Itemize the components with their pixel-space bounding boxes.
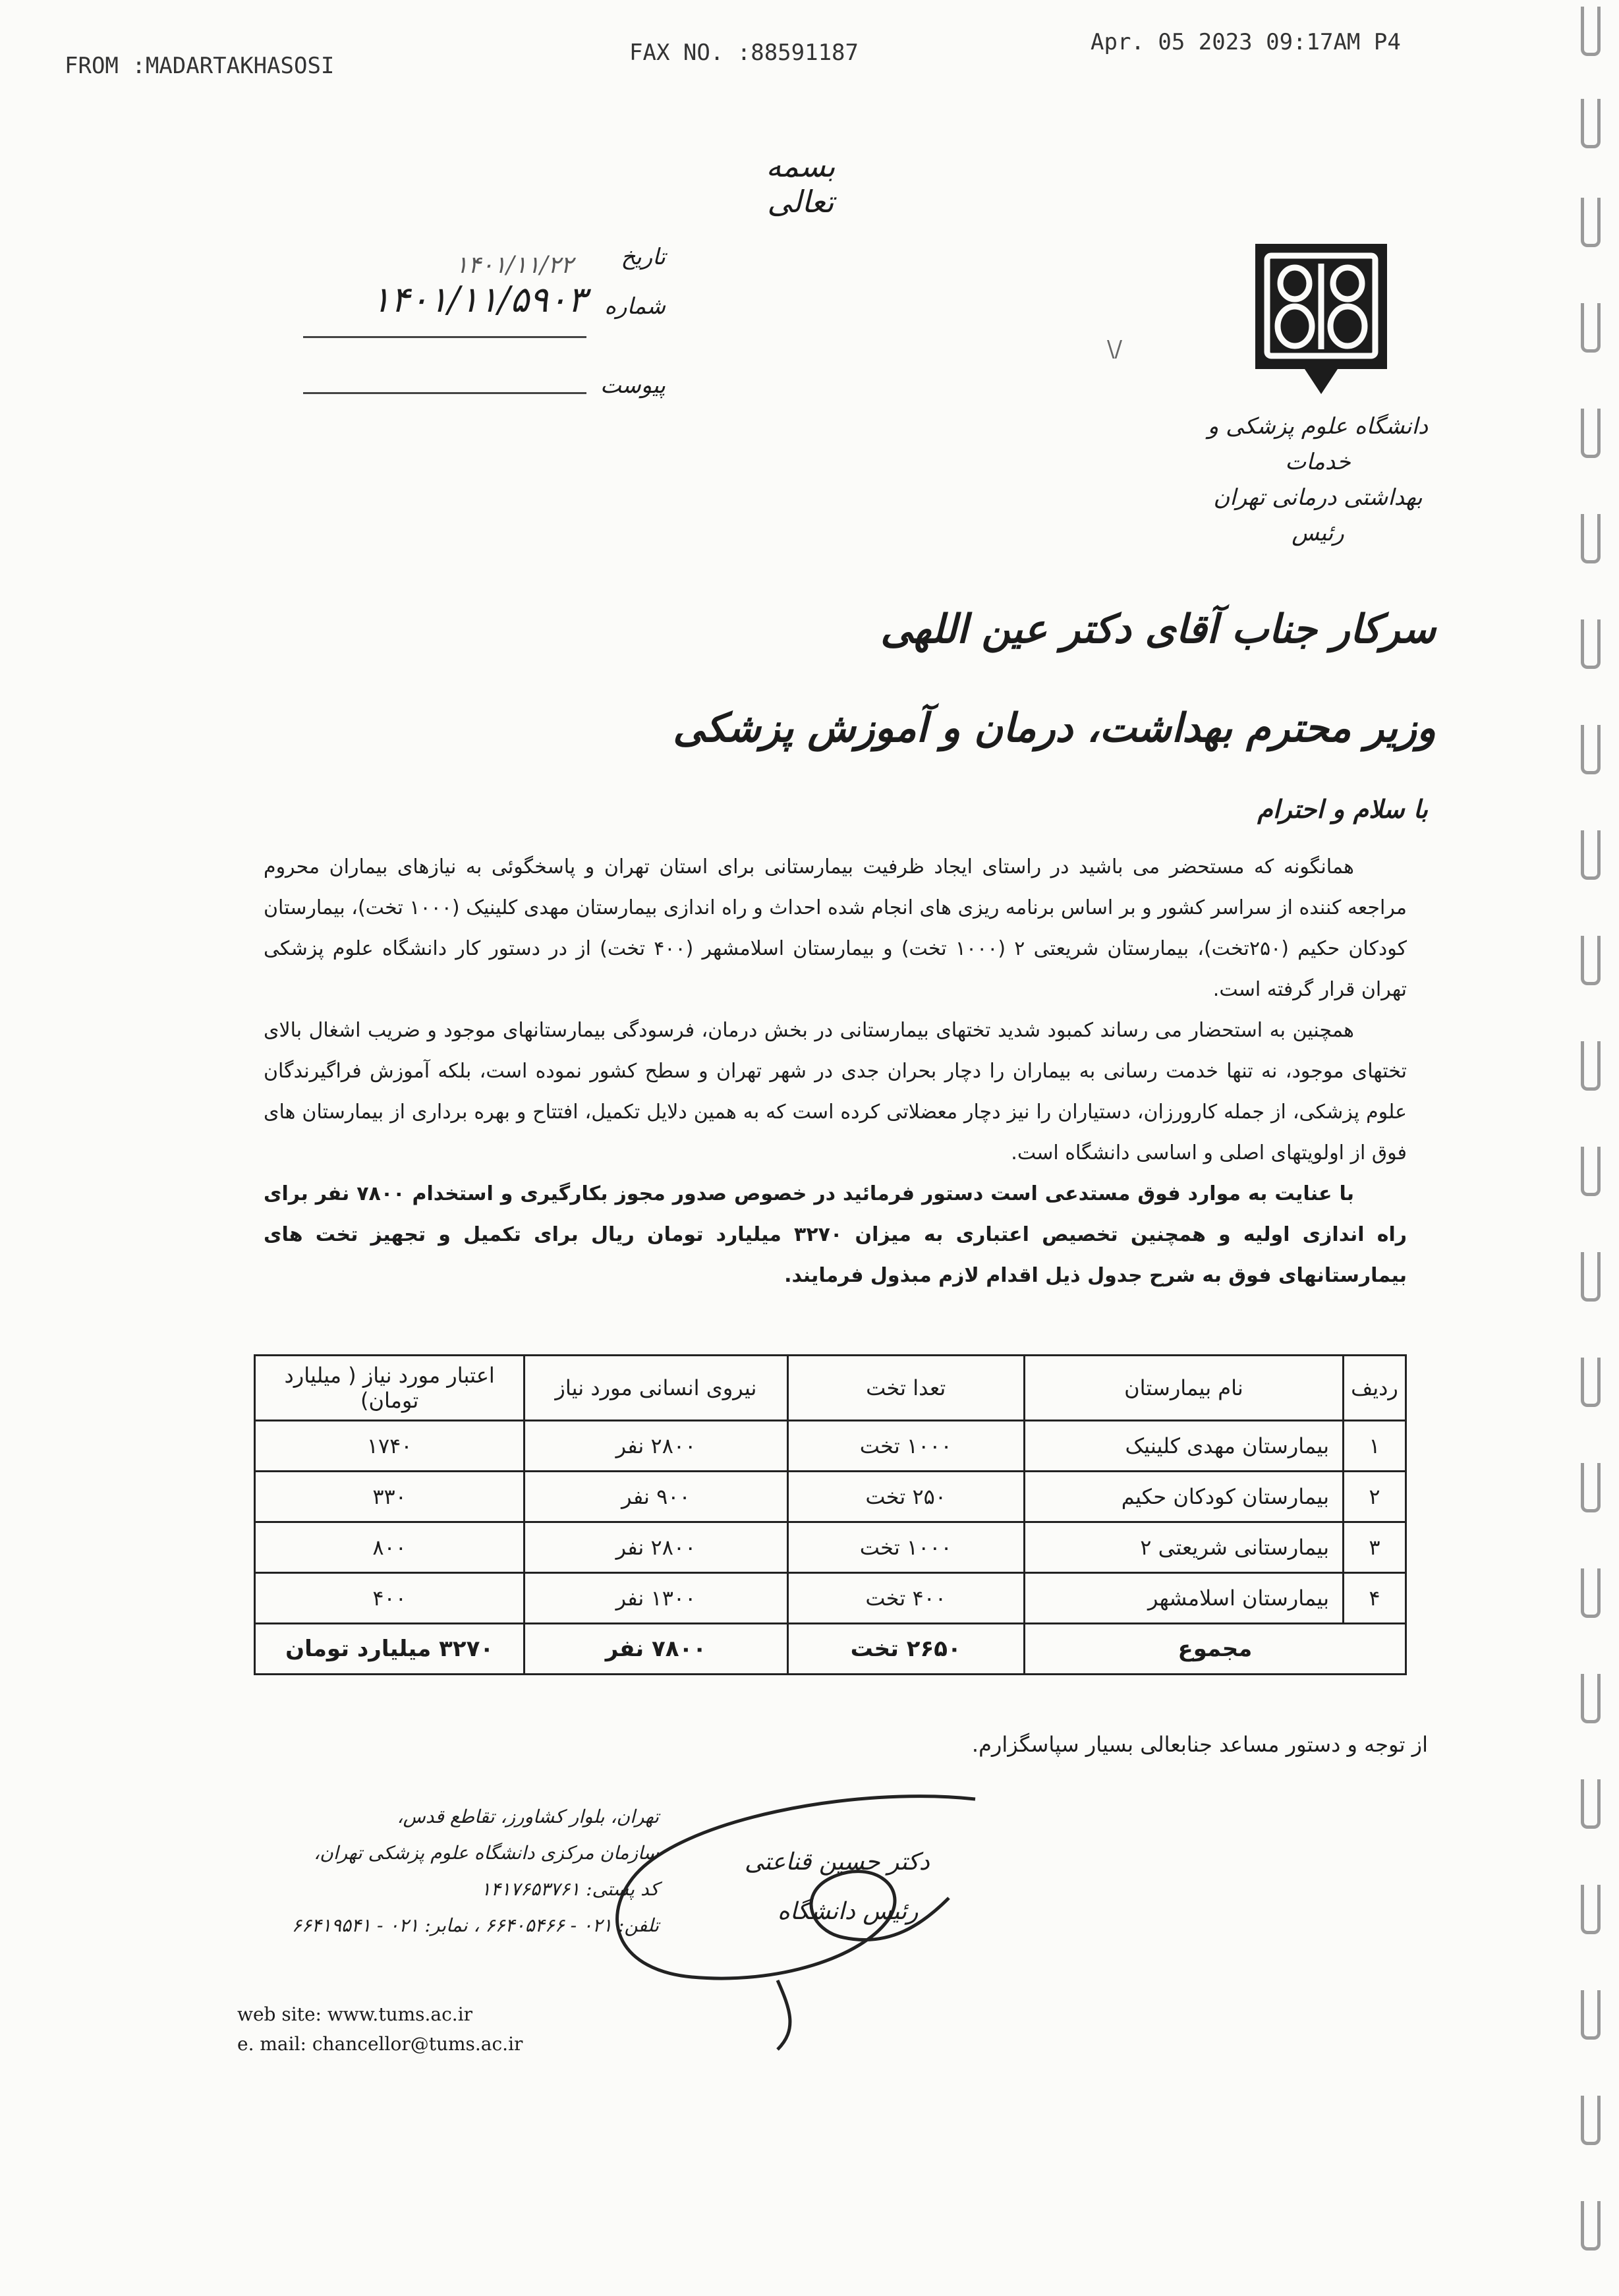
date-value: ۱۴۰۱/۱۱/۲۲ bbox=[455, 252, 573, 279]
university-name bbox=[1179, 409, 1456, 551]
number-label: شماره bbox=[604, 293, 666, 320]
cell-row-no: ۱ bbox=[1344, 1421, 1406, 1472]
col-header-beds: تعدا تخت bbox=[787, 1356, 1024, 1421]
letter-meta bbox=[237, 244, 666, 422]
table-row bbox=[255, 1421, 1406, 1472]
fax-from: FROM :MADARTAKHASOSI bbox=[65, 53, 335, 79]
attachment-label: پیوست bbox=[600, 372, 666, 399]
cell-hospital: بیمارستان مهدی کلینیک bbox=[1024, 1421, 1343, 1472]
signatory-title: رئیس دانشگاه bbox=[778, 1898, 919, 1925]
signatory-name: دکتر حسین قناعتی bbox=[745, 1849, 930, 1876]
cell-row-no: ۳ bbox=[1344, 1522, 1406, 1573]
addressee-title: وزیر محترم بهداشت، درمان و آموزش پزشکی bbox=[673, 705, 1436, 751]
binder-hole bbox=[1581, 619, 1601, 669]
binder-hole bbox=[1581, 2201, 1601, 2251]
body-paragraph-bold: با عنایت به موارد فوق مستدعی است دستور فرمائید در خصوص صدور مجوز بکارگیری و استخدام ۷۸۰۰ نفر برای راه اندازی اولیه و همچنین تخصیص اعتباری به میزان ۳۲۷۰ میلیارد تومان ریال برای تکمیل و تجهیز تخت های بیمارستانهای فوق به شرح جدول ذیل اقدام لازم مبذول فرمایند. bbox=[264, 1182, 1407, 1287]
meta-number-row bbox=[237, 279, 666, 339]
cell-staff: ۹۰۰ نفر bbox=[525, 1472, 787, 1522]
cell-total-label: مجموع bbox=[1024, 1624, 1406, 1675]
university-logo bbox=[1255, 244, 1387, 395]
binder-hole bbox=[1581, 1252, 1601, 1302]
bismillah-heading: بسمه تعالی bbox=[766, 148, 836, 219]
cell-hospital: بیمارستانی شریعتی ۲ bbox=[1024, 1522, 1343, 1573]
binder-hole bbox=[1581, 725, 1601, 774]
university-name-line: بهداشتی درمانی تهران bbox=[1213, 484, 1423, 511]
cell-total-staff: ۷۸۰۰ نفر bbox=[525, 1624, 787, 1675]
binder-hole bbox=[1581, 198, 1601, 247]
university-role: رئیس bbox=[1292, 520, 1344, 546]
fax-header bbox=[0, 29, 1619, 79]
col-header-row-no: ردیف bbox=[1344, 1356, 1406, 1421]
closing-sentence: از توجه و دستور مساعد جنابعالی بسیار سپاسگزارم. bbox=[971, 1732, 1428, 1757]
binder-hole bbox=[1581, 1041, 1601, 1091]
col-header-budget: اعتبار مورد نیاز ( میلیارد تومان) bbox=[255, 1356, 525, 1421]
binder-hole bbox=[1581, 1674, 1601, 1723]
binder-hole bbox=[1581, 1463, 1601, 1512]
contact-address-line: تهران، بلوار کشاورز، تقاطع قدس، bbox=[397, 1806, 659, 1827]
binder-hole bbox=[1581, 1990, 1601, 2040]
body-paragraph bbox=[264, 1174, 1407, 1296]
cell-budget: ۴۰۰ bbox=[255, 1573, 525, 1624]
university-name-line: دانشگاه علوم پزشکی و خدمات bbox=[1207, 413, 1429, 475]
col-header-hospital: نام بیمارستان bbox=[1024, 1356, 1343, 1421]
binder-hole bbox=[1581, 1568, 1601, 1618]
cell-beds: ۱۰۰۰ تخت bbox=[787, 1421, 1024, 1472]
fax-date-page: Apr. 05 2023 09:17AM P4 bbox=[1091, 29, 1401, 55]
contact-address-line: سازمان مرکزی دانشگاه علوم پزشکی تهران، bbox=[314, 1842, 659, 1864]
salutation: با سلام و احترام bbox=[1257, 794, 1428, 824]
body-paragraph: همانگونه که مستحضر می باشید در راستای ایجاد ظرفیت بیمارستانی برای استان تهران و پاسخگوئی به نیازهای بیماران محروم مراجعه کننده از سراسر کشور و بر اساس برنامه ریزی های انجام شده احداث و راه اندازی بیمارستان مهدی کلینیک (۱۰۰۰ تخت)، بیمارستان کودکان حکیم (۲۵۰تخت)، بیمارستان شریعتی ۲ (۱۰۰۰ تخت) و بیمارستان اسلامشهر (۴۰۰ تخت) از در دستور کار دانشگاه علوم پزشکی تهران قرار گرفته است. bbox=[264, 855, 1407, 1001]
number-value: ۱۴۰۱/۱۱/۵۹۰۳ bbox=[371, 279, 586, 320]
addressee-name: سرکار جناب آقای دکتر عین اللهی bbox=[880, 606, 1436, 652]
binder-hole bbox=[1581, 830, 1601, 880]
table-header-row bbox=[255, 1356, 1406, 1421]
table-total-row bbox=[255, 1624, 1406, 1675]
body-paragraph: همچنین به استحضار می رساند کمبود شدید تختهای بیمارستانی در بخش درمان، فرسودگی بیمارستانهای موجود و ضریب اشغال بالای تختهای موجود، نه تنها خدمت رسانی به بیماران را دچار بحران جدی در شهر تهران و سطح کشور نموده است، بلکه آموزش فراگیرندگان علوم پزشکی، از جمله کارورزان، دستیاران را نیز دچار معضلاتی کرده است که به همین دلایل تکمیل، افتتاح و بهره برداری از بیمارستان های فوق از اولویتهای اصلی و اساسی دانشگاه است. bbox=[264, 1019, 1407, 1164]
cell-hospital: بیمارستان کودکان حکیم bbox=[1024, 1472, 1343, 1522]
binder-hole bbox=[1581, 1779, 1601, 1829]
meta-attachment-row bbox=[237, 372, 666, 418]
col-header-staff: نیروی انسانی مورد نیاز bbox=[525, 1356, 787, 1421]
binder-hole bbox=[1581, 1147, 1601, 1196]
cell-budget: ۳۳۰ bbox=[255, 1472, 525, 1522]
cell-beds: ۱۰۰۰ تخت bbox=[787, 1522, 1024, 1573]
cell-total-beds: ۲۶۵۰ تخت bbox=[787, 1624, 1024, 1675]
cell-row-no: ۴ bbox=[1344, 1573, 1406, 1624]
binder-hole bbox=[1581, 409, 1601, 458]
table-row bbox=[255, 1573, 1406, 1624]
cell-total-budget: ۳۲۷۰ میلیارد تومان bbox=[255, 1624, 525, 1675]
binder-holes bbox=[1566, 0, 1619, 2296]
table-row bbox=[255, 1472, 1406, 1522]
date-label: تاریخ bbox=[621, 244, 666, 270]
cell-staff: ۱۳۰۰ نفر bbox=[525, 1573, 787, 1624]
binder-hole bbox=[1581, 7, 1601, 56]
cell-budget: ۱۷۴۰ bbox=[255, 1421, 525, 1472]
contact-email: e. mail: chancellor@tums.ac.ir bbox=[237, 2033, 523, 2055]
binder-hole bbox=[1581, 1885, 1601, 1934]
contact-postal-code: کد پستی: ۱۴۱۷۶۵۳۷۶۱ bbox=[480, 1878, 659, 1900]
binder-hole bbox=[1581, 514, 1601, 563]
meta-underline bbox=[303, 392, 586, 394]
contact-phones: تلفن: ۰۲۱ - ۶۶۴۰۵۴۶۶ ، نمابر: ۰۲۱ - ۶۶۴۱۹۵۴۱ bbox=[291, 1914, 659, 1936]
cell-hospital: بیمارستان اسلامشهر bbox=[1024, 1573, 1343, 1624]
meta-underline bbox=[303, 336, 586, 338]
contact-website: web site: www.tums.ac.ir bbox=[237, 2003, 473, 2025]
cell-beds: ۲۵۰ تخت bbox=[787, 1472, 1024, 1522]
cell-staff: ۲۸۰۰ نفر bbox=[525, 1522, 787, 1573]
binder-hole bbox=[1581, 1358, 1601, 1407]
table-row bbox=[255, 1522, 1406, 1573]
binder-hole bbox=[1581, 2096, 1601, 2145]
cell-staff: ۲۸۰۰ نفر bbox=[525, 1421, 787, 1472]
cell-beds: ۴۰۰ تخت bbox=[787, 1573, 1024, 1624]
check-mark: \/ bbox=[1107, 336, 1122, 362]
binder-hole bbox=[1581, 936, 1601, 985]
cell-row-no: ۲ bbox=[1344, 1472, 1406, 1522]
binder-hole bbox=[1581, 99, 1601, 148]
cell-budget: ۸۰۰ bbox=[255, 1522, 525, 1573]
hospital-table bbox=[254, 1354, 1407, 1675]
letter-body bbox=[264, 847, 1407, 1296]
binder-hole bbox=[1581, 303, 1601, 353]
fax-number: FAX NO. :88591187 bbox=[629, 40, 859, 66]
